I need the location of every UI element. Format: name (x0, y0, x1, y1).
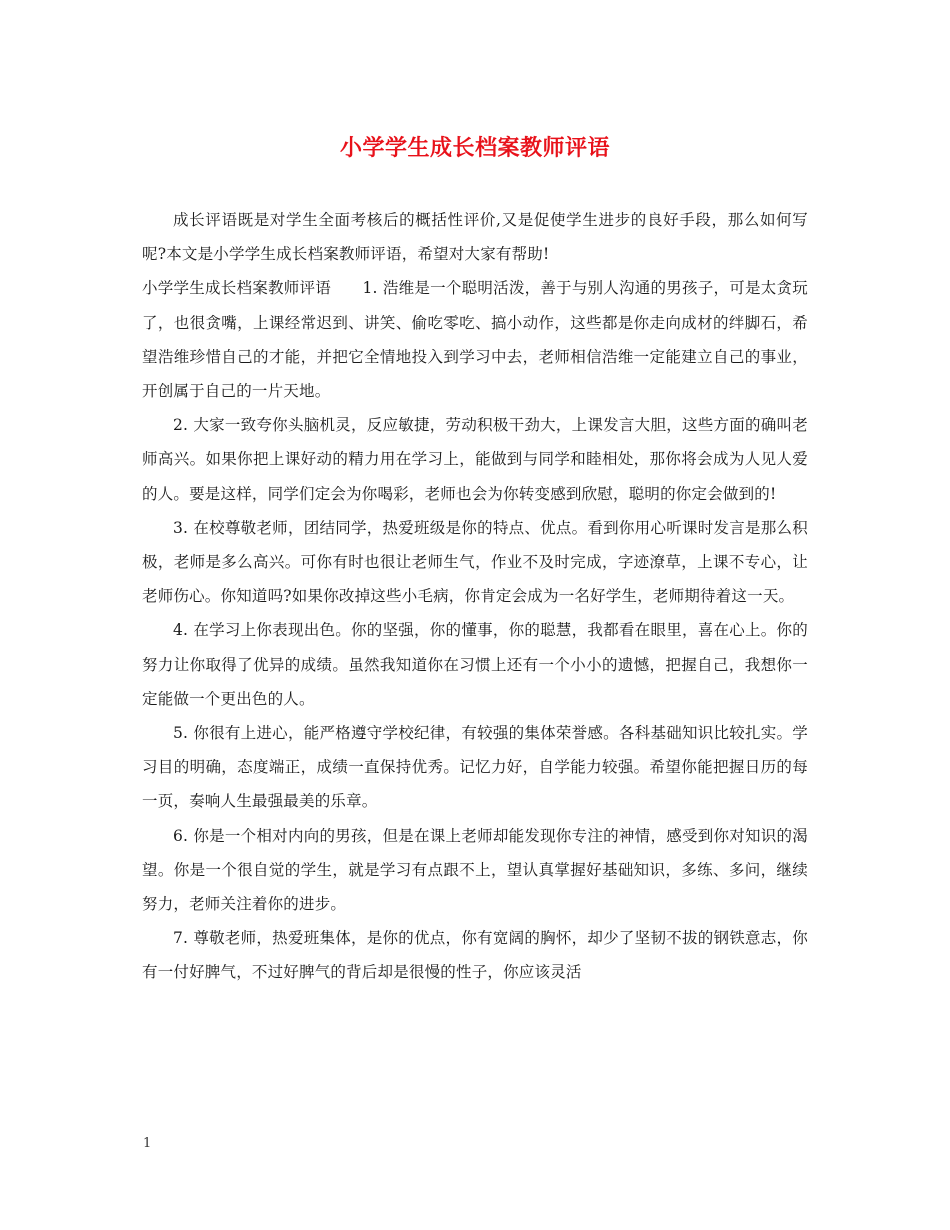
document-title: 小学学生成长档案教师评语 (339, 135, 610, 161)
paragraph-7: 7. 尊敬老师，热爱班集体，是你的优点，你有宽阔的胸怀，却少了坚韧不拔的钢铁意志，你有一付好脾气，不过好脾气的背后却是很慢的性子，你应该灵活 (142, 929, 808, 982)
paragraph-2: 2. 大家一致夸你头脑机灵，反应敏捷，劳动积极干劲大，上课发言大胆，这些方面的确叫老师高兴。如果你把上课好动的精力用在学习上，能做到与同学和睦相处，那你将会成为人见人爱的人。要是这样，同学们定会为你喝彩，老师也会为你转变感到欣慰，聪明的你定会做到的! (142, 416, 808, 503)
page-number: 1 (143, 1136, 152, 1151)
intro-paragraph: 成长评语既是对学生全面考核后的概括性评价,又是促使学生进步的良好手段，那么如何写呢?本文是小学学生成长档案教师评语，希望对大家有帮助! (142, 211, 808, 264)
paragraph-5: 5. 你很有上进心，能严格遵守学校纪律，有较强的集体荣誉感。各科基础知识比较扎实。学习目的明确，态度端正，成绩一直保持优秀。记忆力好，自学能力较强。希望你能把握日历的每一页，奏响人生最强最美的乐章。 (142, 724, 808, 811)
document-body (142, 203, 808, 990)
paragraph-1: 小学学生成长档案教师评语 1. 浩维是一个聪明活泼，善于与别人沟通的男孩子，可是太贪玩了，也很贪嘴，上课经常迟到、讲笑、偷吃零吃、搞小动作，这些都是你走向成材的绊脚石，希望浩维珍惜自己的才能，并把它全情地投入到学习中去，老师相信浩维一定能建立自己的事业，开创属于自己的一片天地。 (142, 279, 808, 401)
paragraph-6: 6. 你是一个相对内向的男孩，但是在课上老师却能发现你专注的神情，感受到你对知识的渴望。你是一个很自觉的学生，就是学习有点跟不上，望认真掌握好基础知识，多练、多问，继续努力，老师关注着你的进步。 (142, 826, 808, 914)
paragraph-4: 4. 在学习上你表现出色。你的坚强，你的懂事，你的聪慧，我都看在眼里，喜在心上。你的努力让你取得了优异的成绩。虽然我知道你在习惯上还有一个小小的遗憾，把握自己，我想你一定能做一个更出色的人。 (142, 621, 808, 708)
paragraph-3: 3. 在校尊敬老师，团结同学，热爱班级是你的特点、优点。看到你用心听课时发言是那么积极，老师是多么高兴。可你有时也很让老师生气，作业不及时完成，字迹潦草，上课不专心，让老师伤心。你知道吗?如果你改掉这些小毛病，你肯定会成为一名好学生，老师期待着这一天。 (142, 518, 808, 606)
